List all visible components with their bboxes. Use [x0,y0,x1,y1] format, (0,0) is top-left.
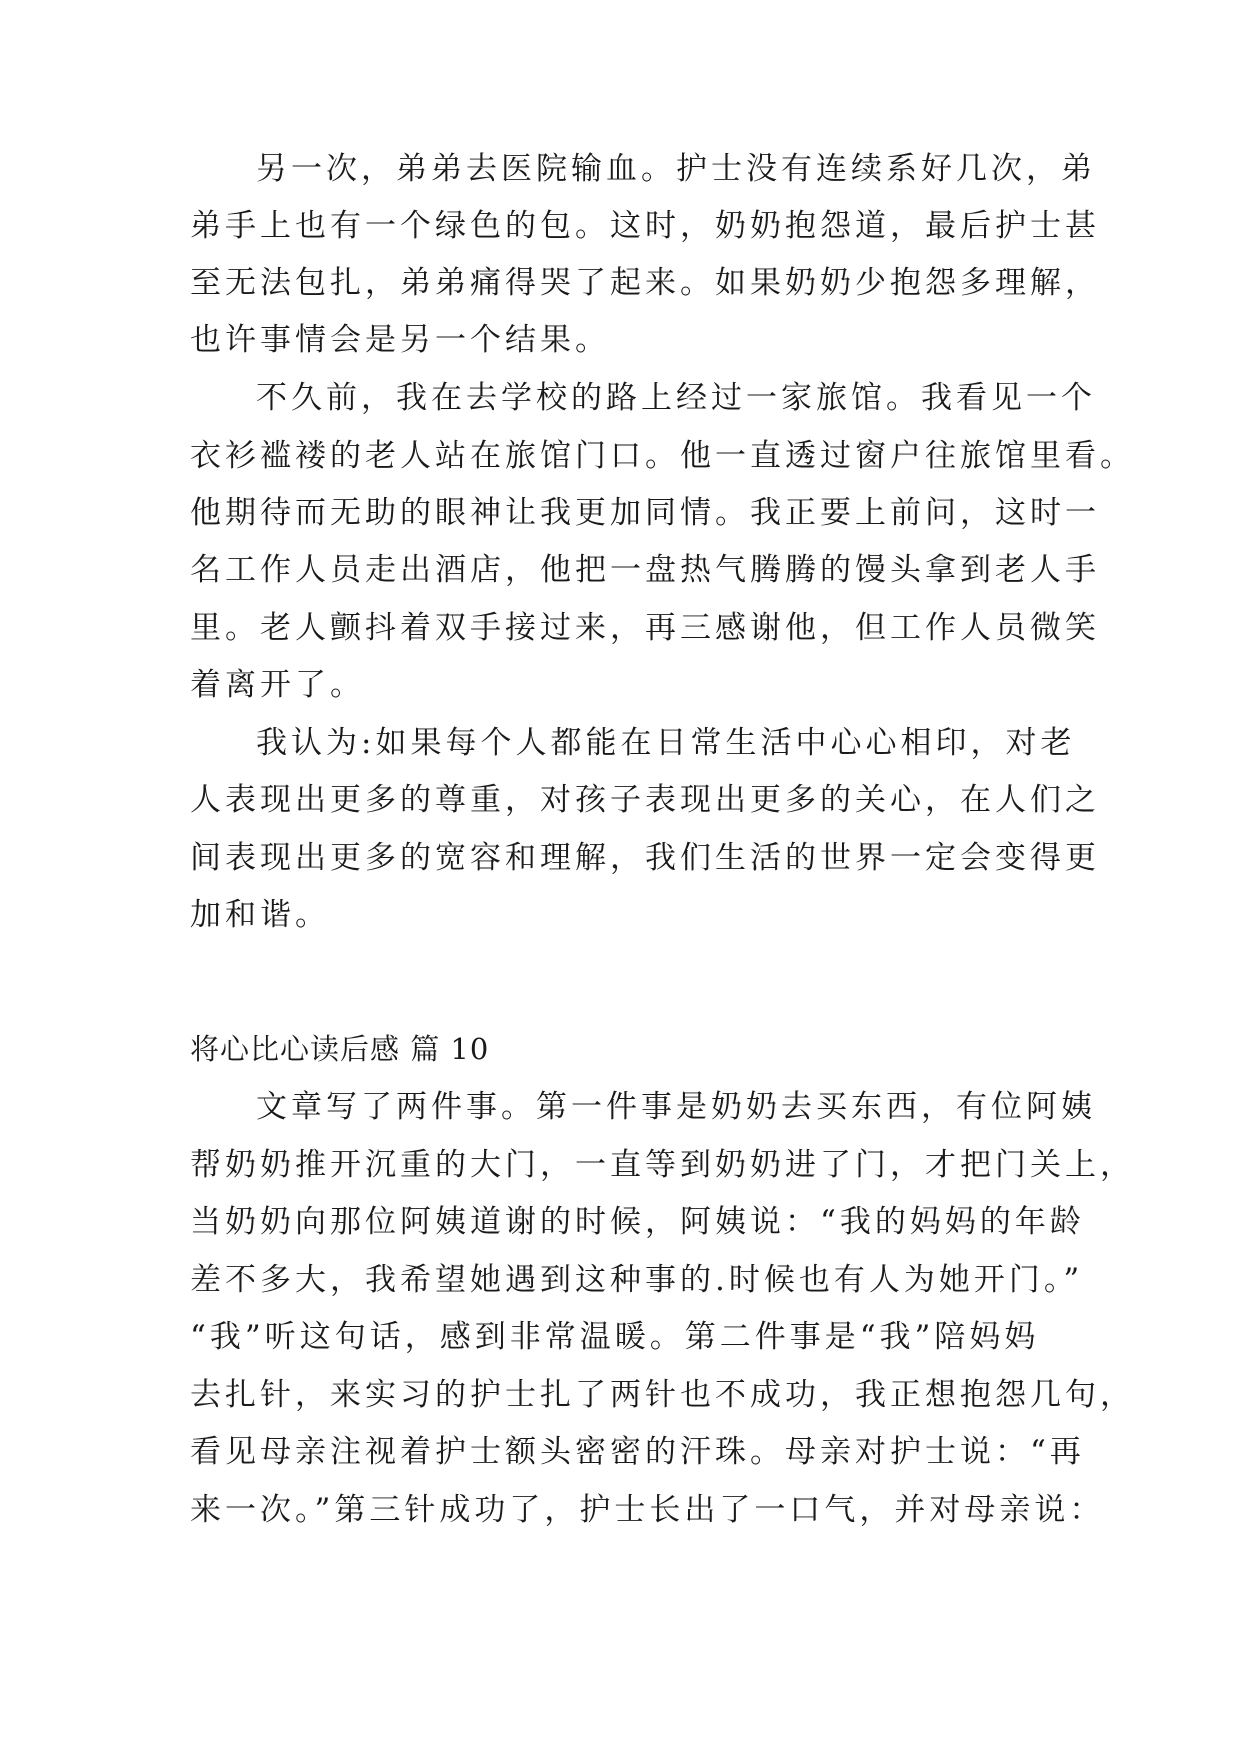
paragraph-line: 看见母亲注视着护士额头密密的汗珠。母亲对护士说：“再 [190,1434,1085,1470]
paragraph-line: 帮奶奶推开沉重的大门，一直等到奶奶进了门，才把门关上， [190,1147,1135,1183]
paragraph-line: 间表现出更多的宽容和理解，我们生活的世界一定会变得更 [190,840,1100,876]
paragraph-line: 衣衫褴褛的老人站在旅馆门口。他一直透过窗户往旅馆里看。 [190,438,1135,474]
paragraph-line: 也许事情会是另一个结果。 [190,322,610,358]
paragraph-line: 着离开了。 [190,667,365,703]
paragraph-line: 加和谐。 [190,897,330,933]
paragraph-line: 我认为:如果每个人都能在日常生活中心心相印，对老 [256,725,1076,761]
paragraph-line: 来一次。”第三针成功了，护士长出了一口气，并对母亲说： [190,1492,1105,1528]
paragraph-line: “我”听这句话，感到非常温暖。第二件事是“我”陪妈妈 [190,1319,1040,1355]
paragraph-line: 他期待而无助的眼神让我更加同情。我正要上前问，这时一 [190,495,1100,531]
paragraph-line: 差不多大，我希望她遇到这种事的.时候也有人为她开门。” [190,1262,1084,1298]
paragraph-line: 至无法包扎，弟弟痛得哭了起来。如果奶奶少抱怨多理解， [190,265,1100,301]
paragraph-line: 名工作人员走出酒店，他把一盘热气腾腾的馒头拿到老人手 [190,552,1100,588]
paragraph-line: 去扎针，来实习的护士扎了两针也不成功，我正想抱怨几句， [190,1377,1135,1413]
paragraph-line: 文章写了两件事。第一件事是奶奶去买东西，有位阿姨 [256,1089,1096,1125]
paragraph-line: 弟手上也有一个绿色的包。这时，奶奶抱怨道，最后护士甚 [190,208,1100,244]
paragraph-line: 人表现出更多的尊重，对孩子表现出更多的关心，在人们之 [190,782,1100,818]
paragraph-line: 不久前，我在去学校的路上经过一家旅馆。我看见一个 [256,380,1096,416]
section-heading: 将心比心读后感 篇 10 [190,1032,490,1066]
paragraph-line: 当奶奶向那位阿姨道谢的时候，阿姨说：“我的妈妈的年龄 [190,1204,1085,1240]
paragraph-line: 里。老人颤抖着双手接过来，再三感谢他，但工作人员微笑 [190,610,1100,646]
paragraph-line: 另一次，弟弟去医院输血。护士没有连续系好几次，弟 [256,151,1096,187]
